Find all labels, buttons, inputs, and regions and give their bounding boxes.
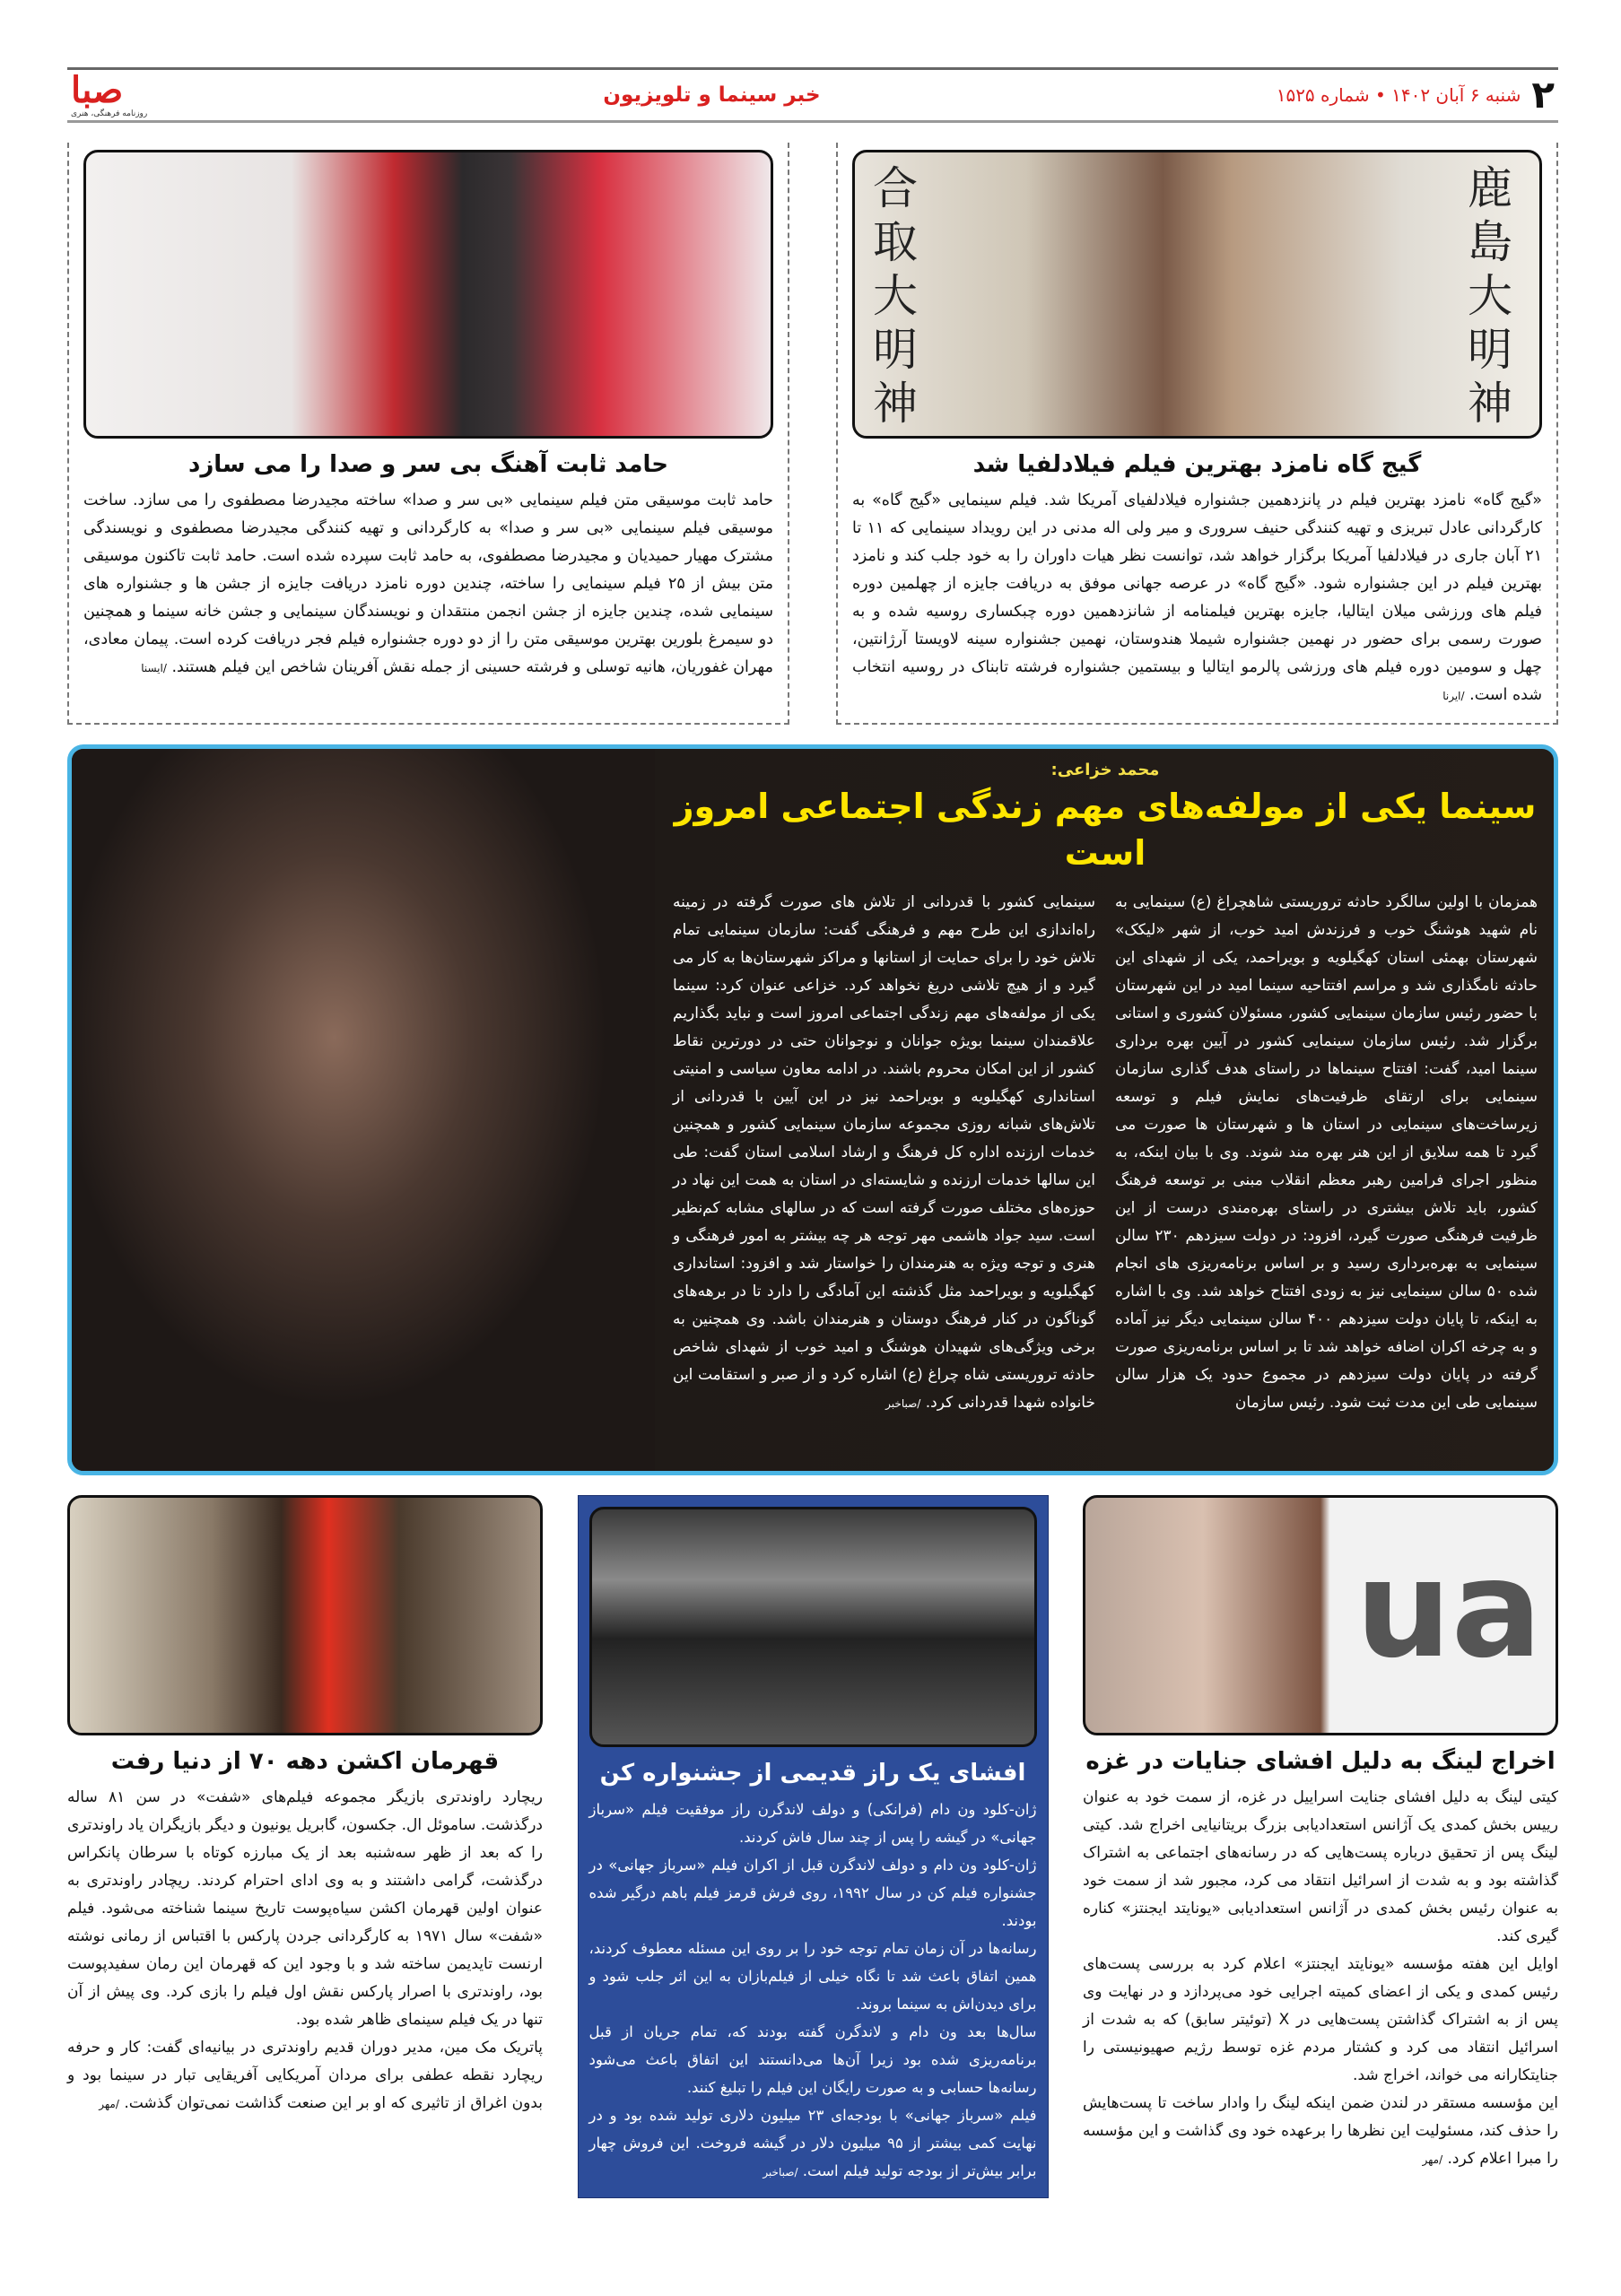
paragraph: ژان-کلود ون دام (فرانکی) و دولف لاندگرن راز موفقیت فیلم «سرباز جهانی» در گیشه را پس از چند سال فاش کردند. xyxy=(588,1801,1037,1846)
logo-text: صبا xyxy=(71,68,124,111)
article-source: /صباخبر xyxy=(763,2166,798,2179)
article-title: حامد ثابت آهنگ بی سر و صدا را می سازد xyxy=(187,451,669,478)
ua-logo: ua xyxy=(1355,1532,1542,1688)
paragraph: ژان-کلود ون دام و دولف لاندگرن قبل از اکران فیلم «سرباز جهانی» در جشنواره فیلم کن در سال ۱۹۹۲، روی فرش قرمز فیلم باهم درگیر شده بودند. xyxy=(588,1857,1037,1929)
top-row xyxy=(67,143,1558,725)
paragraph: اوایل این هفته مؤسسه «یونایتد ایجنتز» اعلام کرد به بررسی پست‌های رئیس کمدی و یکی از اعضای کمیته اجرایی خود می‌پردازد و در نهایت وی پس از به اشتراک گذاشتن پست‌هایی در X (توئیتر سابق) که به شدت از اسرائیل انتقاد می کرد و کشتار مردم غزه توسط رژیم صهیونیستی را جنایتکارانه می خواند، اخراج شد. xyxy=(1083,1955,1558,2084)
feature-text-area xyxy=(655,749,1554,1471)
katie-ling-photo xyxy=(1083,1495,1558,1735)
gijgah-photo xyxy=(852,150,1542,439)
paragraph: رسانه‌ها در آن زمان تمام توجه خود را بر روی این مسئله معطوف کردند، همین اتفاق باعث شد تا نگاه خیلی از فیلم‌بازان به این اثر جلب شود و برای دیدن‌اش به سینما بروند. xyxy=(588,1940,1037,2013)
paragraph xyxy=(589,2101,1037,2187)
article-body xyxy=(1083,1784,1558,2174)
section-title: خبر سینما و تلویزیون xyxy=(603,83,821,107)
paragraph xyxy=(67,2034,543,2118)
feature-column-1: همزمان با اولین سالگرد حادثه تروریستی شاهچراغ (ع) سینمایی به نام شهید هوشنگ خوب و فرزندش امید خوب، از شهر «لیکک» شهرستان بهمئی استان کهگیلویه و بویراحمد، یکی از شهدای این حادثه نامگذاری شد و مراسم افتتاحیه سینما امید در این شهرستان با حضور رئیس سازمان سینمایی کشور، مسئولان کشوری و استانی برگزار شد. رئیس سازمان سینمایی کشور در آیین بهره برداری سینما امید، گفت: افتتاح سینماها در راستای هدف گذاری سازمان سینمایی برای ارتقای ظرفیت‌های نمایش فیلم و توسعه زیرساخت‌های سینمایی در استان ها و شهرستان ها صورت می گیرد تا همه سلایق از این هنر بهره مند شوند. وی با بیان اینکه، به منظور اجرای فرامین رهبر معظم انقلاب مبنی بر توسعه فرهنگ کشور، باید تلاش بیشتری در راستای بهره‌مندی درست از این ظرفیت فرهنگی صورت گیرد، افزود: در دولت سیزدهم ۲۳۰ سالن سینمایی به بهره‌برداری رسید و بر اساس برنامه‌ریزی های انجام شده ۵۰ سالن سینمایی نیز به زودی افتتاح خواهد شد. وی با اشاره به اینکه، تا پایان دولت سیزدهم ۴۰۰ سالن سینمایی دیگر نیز آماده و به چرخه اکران اضافه خواهد شد تا بر اساس برنامه‌ریزی صورت گرفته در پایان دولت سیزدهم در مجموع حدود یک هزار سالن سینمایی طی این مدت ثبت شود. رئیس سازمان xyxy=(1115,893,1538,1412)
article-hamed xyxy=(67,143,789,725)
article-body xyxy=(83,487,773,683)
paragraph: ریچارد راوندتری بازیگر مجموعه فیلم‌های «شفت» در سن ۸۱ ساله درگذشت. ساموئل ال. جکسون، گابریل یونیون و دیگر بازیگران یاد راوندتری را که بعد از ظهر سه‌شنبه بعد از یک مبارزه کوتاه با سرطان پانکراس درگذشت، گرامی داشتند و به وی ادای احترام کردند. ریچادر راوندتری به عنوان اولین قهرمان اکشن سیاه‌پوست تاریخ سینما شناخته می‌شود. فیلم «شفت» سال ۱۹۷۱ به کارگردانی جردن پارکس با اقتباس از رمانی نوشته ارنست تایدیمن ساخته شد و با وجود این که قهرمان این رمان سفیدپوست بود، راوندتری با اصرار پارکس نقش اول فیلم را بازی کرد. وی پیش از آن تنها در یک فیلم سینمای ظاهر شده بود. xyxy=(67,1788,544,2029)
article-gijgah xyxy=(836,143,1558,725)
khazaei-photo xyxy=(72,749,655,1471)
article-title: گیج گاه نامزد بهترین فیلم فیلادلفیا شد xyxy=(972,451,1422,478)
newspaper-logo xyxy=(71,68,148,119)
paragraph: سال‌ها بعد ون دام و لاندگرن گفته بودند که، تمام جریان از قبل برنامه‌ریزی شده بود زیرا آن‌ها می‌دانستند این اتفاق باعث می‌شود رسانه‌ها حسابی و به صورت رایگان این فیلم را تبلیغ کنند. xyxy=(588,2023,1037,2096)
article-source: /مهر xyxy=(99,2098,119,2110)
bottom-row xyxy=(67,1495,1558,2198)
page-info xyxy=(1277,73,1555,117)
paragraph-text: این مؤسسه مستقر در لندن ضمن اینکه لینگ را وادار ساخت تا پست‌هایش را حذف کند، مسئولیت این نظرها را برعهده خود وی گذاشت و این مؤسسه را مبرا اعلام کرد. xyxy=(1083,2094,1558,2168)
feature-kicker: محمد خزاعی: xyxy=(1050,761,1160,779)
article-source: /ایرنا xyxy=(1442,690,1465,702)
paragraph-text: پاتریک مک مین، مدیر دوران قدیم راوندتری در بیانیه‌ای گفت: کار و حرفه ریچارد نقطه عطفی برای مردان آمریکایی آفریقایی تبار در سینما بود و بدون اغراق از تاثیری که او بر این صنعت گذاشت نمی‌توان گذشت. xyxy=(67,2039,543,2112)
feature-text: سینمایی کشور با قدردانی از تلاش های صورت گرفته در زمینه راه‌اندازی این طرح مهم و فرهنگی گفت: سازمان سینمایی تمام تلاش خود را برای حمایت از استانها و مراکز شهرستان‌ها به کار می گیرد و از هیچ تلاشی دریغ نخواهد کرد. خزاعی عنوان کرد: سینما یکی از مولفه‌های مهم زندگی اجتماعی امروز است و نباید بگذاریم علاقمندان سینما بویژه جوانان و نوجوانان حتی در دورترین نقاط کشور از این امکان محروم باشند. در ادامه معاون سیاسی و امنیتی استانداری کهگیلویه و بویراحمد نیز در این آیین با قدردانی از تلاش‌های شبانه روزی مجموعه سازمان سینمایی کشور و همچنین خدمات ارزنده اداره کل فرهنگ و ارشاد اسلامی استان گفت: طی این سالها خدمات ارزنده و شایسته‌ای در استان به همت این نهاد در حوزه‌های مختلف صورت گرفته است که در سالهای مشابه کم‌نظیر است. سید جواد هاشمی مهر توجه هر چه بیشتر به امور فرهنگی و هنری و توجه ویژه به هنرمندان را خواستار شد و افزود: استانداری کهگیلویه و بویراحمد مثل گذشته این آمادگی را دارد تا در برهه‌های گوناگون در کنار فرهنگ دوستان و هنرمندان باشد. وی همچنین به برخی ویژگی‌های شهیدان هوشنگ و امید خوب از شهدای شاخص حادثه تروریستی شاه چراغ (ع) اشاره کرد و از صبر و استقامت این خانواده شهدا قدردانی کرد. xyxy=(673,893,1095,1412)
article-text: حامد ثابت موسیقی متن فیلم سینمایی «بی سر و صدا» ساخته مجیدرضا مصطفوی را می سازد. ساخت موسیقی فیلم سینمایی «بی سر و صدا» به کارگردانی و تهیه کنندگی مجیدرضا مصطفوی و نویسندگی مشترک مهیار حمیدیان و مجیدرضا مصطفوی، به حامد ثابت سپرده شده است. حامد ثابت تاکنون موسیقی متن بیش از ۲۵ فیلم سینمایی را ساخته، چندین دوره نامزد دریافت جایزه از جشن ها و جشنواره های سینمایی شده، چندین جایزه از جشن انجمن منتقدان و نویسندگان سینمایی و جشن خانه سینما و همچنین دو سیمرغ بلورین بهترین موسیقی متن را از دو دوره جشنواره فیلم فجر دریافت کرده است. پیمان معادی، مهران غفوریان، هانیه توسلی و فرشته حسینی از جمله نقش آفرینان شاخص این فیلم هستند. xyxy=(83,491,773,676)
cannes-photo xyxy=(589,1507,1037,1747)
calligraphy-right: 鹿 島 大 明 神 xyxy=(1468,162,1512,430)
page-header xyxy=(67,67,1558,123)
article-text: «گیج گاه» نامزد بهترین فیلم در پانزدهمین جشنواره فیلادلفیای آمریکا شد. فیلم سینمایی «گیج گاه» به کارگردانی عادل تبریزی و تهیه کنندگی حنیف سروری و میر ولی اله مدنی در این رویداد سینمایی که ۱۱ تا ۲۱ آبان جاری در فیلادلفیا آمریکا برگزار خواهد شد، توانست نظر هیات داوران را به خود جلب کند و نامزد بهترین فیلم در این جشنواره شود. «گیج گاه» در عرصه جهانی موفق به دریافت جایزه از چهلمین دوره فیلم های ورزشی میلان ایتالیا، جایزه بهترین فیلمنامه از شانزدهمین دوره چبکساری روسیه شده و به صورت رسمی برای حضور در نهمین جشنواره شیملا هندوستان، نهمین جشنواره سینه لاویستا آرژانتین، چهل و سومین دوره فیلم های ورزشی پالرمو ایتالیا و بیستمین جشنواره فرشته تابناک در روسیه انتخاب شده است. xyxy=(852,491,1542,704)
calligraphy-left: 合 取 大 明 神 xyxy=(873,162,918,430)
hamed-sabet-photo xyxy=(83,150,773,439)
article-title: افشای یک راز قدیمی از جشنواره کن xyxy=(599,1760,1026,1787)
article-title: قهرمان اکشن دهه ۷۰ از دنیا رفت xyxy=(110,1748,500,1775)
article-source: /مهر xyxy=(1422,2153,1443,2166)
paragraph: کیتی لینگ به دلیل افشای جنایت اسراییل در غزه، از سمت خود به عنوان رییس بخش کمدی یک آژانس استعدادیابی بزرگ بریتانیایی اخراج شد. کیتی لینگ پس از تحقیق درباره پست‌هایی که در رسانه‌های اجتماعی به اشتراک گذاشته بود و به شدت از اسرائیل انتقاد می کرد، مجبور شد از سمت خود به عنوان رئیس بخش کمدی در آژانس استعدادیابی «یونایتد ایجنتز» کناره گیری کند. xyxy=(1083,1788,1558,1945)
article-source: /صباخبر xyxy=(885,1397,921,1410)
feature-columns xyxy=(673,889,1538,1418)
paragraph-text: فیلم «سرباز جهانی» با بودجه‌ای ۲۳ میلیون دلاری تولید شده بود و در نهایت کمی بیشتر از ۹۵ میلیون دلار در گیشه فروخت. این فروش چهار برابر بیش‌تر از بودجه تولید فیلم است. xyxy=(588,2107,1037,2179)
article-body xyxy=(67,1784,543,2118)
article-ling xyxy=(1083,1495,1558,2174)
date-issue: شنبه ۶ آبان ۱۴۰۲ • شماره ۱۵۲۵ xyxy=(1276,84,1521,106)
article-body xyxy=(589,1796,1037,2187)
article-cannes xyxy=(578,1495,1049,2198)
article-source: /ایسنا xyxy=(141,662,167,674)
article-title: اخراج لینگ به دلیل افشای جنایات در غزه xyxy=(1085,1748,1556,1775)
richard-roundtree-photo xyxy=(67,1495,543,1735)
article-body xyxy=(852,487,1542,710)
feature-title: سینما یکی از مولفه‌های مهم زندگی اجتماعی امروز است xyxy=(674,787,1537,873)
feature-column-2 xyxy=(673,889,1095,1418)
logo-tagline: روزنامه فرهنگی، هنری xyxy=(71,109,148,118)
paragraph xyxy=(1083,2090,1558,2174)
page-number: ۲ xyxy=(1531,73,1555,117)
feature-article xyxy=(67,744,1558,1475)
article-roundtree xyxy=(67,1495,543,2118)
